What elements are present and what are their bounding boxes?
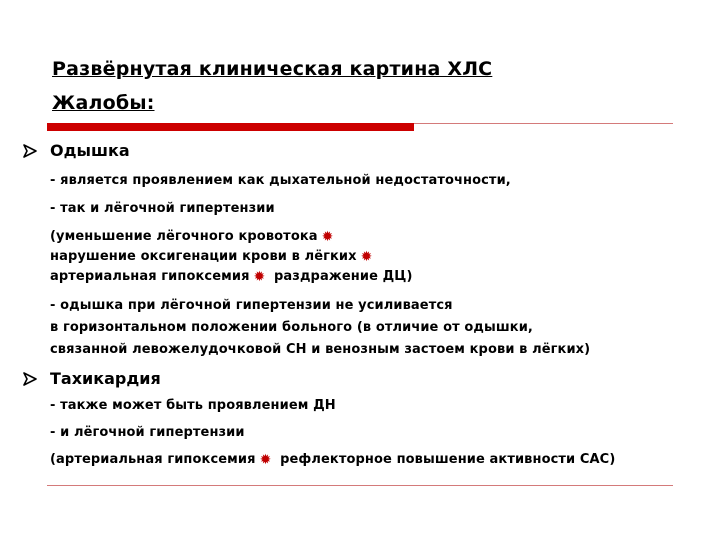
note-line: в горизонтальном положении больного (в отличие от одышки, xyxy=(50,320,533,335)
note-line: - одышка при лёгочной гипертензии не усиливается xyxy=(50,298,453,313)
text-line: - является проявлением как дыхательной недостаточности, xyxy=(50,173,511,188)
bullet-tachycardia xyxy=(22,369,161,388)
text-line: - так и лёгочной гипертензии xyxy=(50,201,275,216)
divider-bottom xyxy=(47,485,673,486)
text-line: - также может быть проявлением ДН xyxy=(50,398,336,413)
text-line: - и лёгочной гипертензии xyxy=(50,425,245,440)
gear-icon: ✹ xyxy=(321,229,334,245)
note-line: связанной левожелудочковой СН и венозным застоем крови в лёгких) xyxy=(50,342,591,357)
red-accent-bar xyxy=(47,123,414,131)
bullet-dyspnea xyxy=(22,141,130,160)
chain-text: рефлекторное повышение активности САС) xyxy=(280,452,616,467)
bullet-label: Одышка xyxy=(50,141,130,160)
chain-line xyxy=(50,269,413,284)
gear-icon: ✹ xyxy=(259,452,272,468)
chain-line xyxy=(50,229,338,244)
chain-text: раздражение ДЦ) xyxy=(274,269,413,284)
chain-text: (уменьшение лёгочного кровотока xyxy=(50,229,318,244)
chain-line xyxy=(50,249,376,264)
slide-subtitle: Жалобы: xyxy=(52,92,155,114)
gear-icon: ✹ xyxy=(360,249,373,265)
arrow-bullet-icon xyxy=(22,371,38,387)
arrow-bullet-icon xyxy=(22,143,38,159)
chain-text: нарушение оксигенации крови в лёгких xyxy=(50,249,357,264)
chain-text: артериальная гипоксемия xyxy=(50,269,250,284)
gear-icon: ✹ xyxy=(253,269,266,285)
slide-title: Развёрнутая клиническая картина ХЛС xyxy=(52,58,493,80)
bullet-label: Тахикардия xyxy=(50,369,161,388)
chain-text: (артериальная гипоксемия xyxy=(50,452,256,467)
chain-line xyxy=(50,452,615,467)
